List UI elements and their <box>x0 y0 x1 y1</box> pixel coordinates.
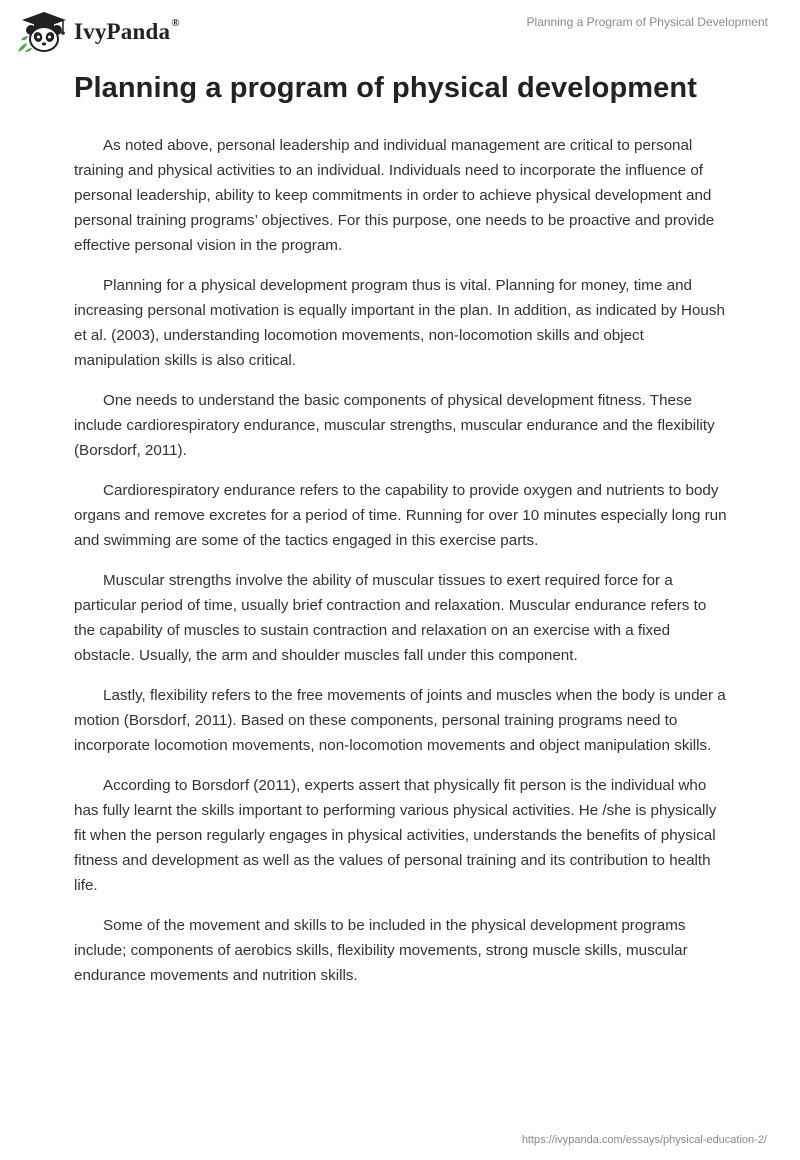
article-body <box>74 133 728 1003</box>
paragraph: Lastly, flexibility refers to the free movements of joints and muscles when the body is under a motion (Borsdorf, 2011). Based on these components, personal training programs need to incorporate locomotion movements, non-locomotion movements and object manipulation skills. <box>74 687 726 754</box>
source-url[interactable]: https://ivypanda.com/essays/physical-education-2/ <box>521 1134 767 1146</box>
paragraph: One needs to understand the basic components of physical development fitness. These include cardiorespiratory endurance, muscular strengths, muscular endurance and the flexibility (Borsdorf, 2011). <box>74 392 715 459</box>
paragraph: Cardiorespiratory endurance refers to the capability to provide oxygen and nutrients to body organs and remove excretes for a period of time. Running for over 10 minutes especially long run and swimming are some of the tactics engaged in this exercise parts. <box>74 482 727 549</box>
paragraph: Planning for a physical development program thus is vital. Planning for money, time and increasing personal motivation is equally important in the plan. In addition, as indicated by Housh et al. (2003), understanding locomotion movements, non-locomotion skills and object manipulation skills is also critical. <box>74 277 725 369</box>
panda-graduate-icon <box>14 10 70 54</box>
paragraph: According to Borsdorf (2011), experts assert that physically fit person is the individual who has fully learnt the skills important to performing various physical activities. He /she is physically fit when the person regularly engages in physical activities, understands the benefits of physical fitness and development as well as the values of personal training and its contribution to health life. <box>74 777 717 894</box>
paragraph: Some of the movement and skills to be included in the physical development programs include; components of aerobics skills, flexibility movements, strong muscle skills, muscular endurance movements and nutrition skills. <box>74 917 688 984</box>
paragraph: Muscular strengths involve the ability of muscular tissues to exert required force for a particular period of time, usually brief contraction and relaxation. Muscular endurance refers to the capability of muscles to sustain contraction and relaxation on an exercise with a fixed obstacle. Usually, the arm and shoulder muscles fall under this component. <box>74 572 707 664</box>
page-title: Planning a program of physical development <box>74 72 697 104</box>
page-header <box>0 0 800 60</box>
ivypanda-logo[interactable] <box>14 10 180 54</box>
logo-wordmark: IvyPanda® <box>74 17 180 44</box>
paragraph: As noted above, personal leadership and individual management are critical to personal training and physical activities to an individual. Individuals need to incorporate the influence of personal leadership, ability to keep commitments in order to achieve physical development and personal training programs’ objectives. For this purpose, one needs to be proactive and provide effective personal vision in the program. <box>74 137 715 254</box>
document-title: Planning a Program of Physical Development <box>526 15 768 29</box>
